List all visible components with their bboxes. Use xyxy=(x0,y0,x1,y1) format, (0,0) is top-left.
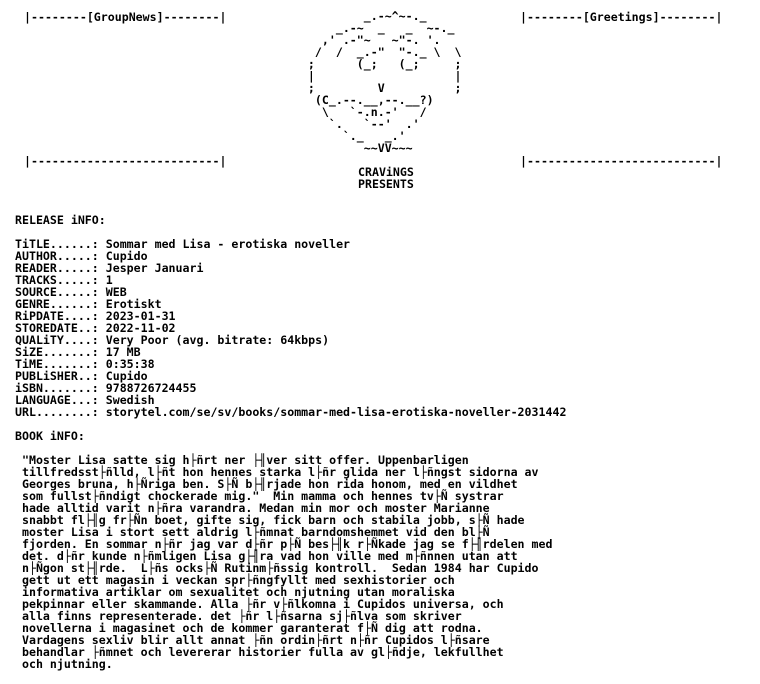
release-info-heading: RELEASE iNFO: xyxy=(15,213,106,227)
nfo-body xyxy=(15,214,566,670)
release-info-list: TiTLE......: Sommar med Lisa - erotiska noveller AUTHOR.....: Cupido READER.....: Jesper Januari TRACKS.....: 1 SOURCE.....: WEB GENRE......: Erotiskt RiPDATE....: 2023-01-31 STOREDATE..: 2022-11-02 QUALiTY....: Very Poor (avg. bitrate: 64kbps) SiZE.......: 17 MB TiME.......: 0:35:38 PUBLiSHER..: Cupido iSBN.......: 9788726724455 LANGUAGE...: Swedish URL........: storytel.com/se/sv/books/sommar-med-lisa-erotiska-noveller-2031442 xyxy=(15,237,567,419)
greetings-box: |--------[Greetings]--------| |---------------------------| xyxy=(520,10,723,168)
presents-title: CRAViNGS PRESENTS xyxy=(358,165,414,191)
book-info-heading: BOOK iNFO: xyxy=(15,429,85,443)
ascii-art-face: _.-~^~-._ _.-~ _ _ ~-._ ,' .-"~ ~"-. '. / / _.-" "-._ \ \ ; (_; (_; ; | | ; V ; (C_.--.__,--.__?) \ `-.n.-' / `. `--' .' `._ _.' ~~VV~~~ xyxy=(307,9,462,155)
group-news-box: |--------[GroupNews]--------| |---------------------------| xyxy=(24,10,227,168)
book-description: "Moster Lisa satte sig h├ñrt ner ├╢ver sitt offer. Uppenbarligen tillfredsst├ñlld, l├ñt hon hennes starka l├ñr glida ner l├ñngst sidorna av Georges bruna, h├Ñriga ben. S├Ñ b├╢rjade hon rida honom, med en vildhet som fullst├ñndigt chockerade mig." Min mamma och hennes tv├Ñ systrar hade alltid varit n├ñra varandra. Medan min mor och moster Marianne snabbt fl├╢g fr├Ñn boet, gifte sig, fick barn och stabila jobb, s├Ñ hade moster Lisa i stort sett aldrig l├ñmnat barndomshemmet vid den bl├Ñ fjorden. En sommar n├ñr jag var d├ñr p├Ñ bes├╢k r├Ñkade jag se f├╢rdelen med det. d├ñr kunde n├ñmligen Lisa g├╢ra vad hon ville med m├ñnnen utan att n├Ñgon st├╢rde. L├ñs ocks├Ñ Rutinm├ñssig kontroll. Sedan 1984 har Cupido gett ut ett magasin i veckan spr├ñngfyllt med sexhistorier och informativa artiklar om sexualitet och njutning utan moraliska pekpinnar eller skammande. Alla ├ñr v├ñlkomna i Cupidos universa, och alla finns representerade. det ├ñr l├ñsarna sj├ñlva som skriver novellerna i magasinet och de kommer garanterat f├Ñ dig att rodna. Vardagens sexliv blir allt annat ├ñn ordin├ñrt n├ñr Cupidos l├ñsare behandlar ├ñmnet och levererar historier fulla av gl├ñdje, lekfullhet och njutning. xyxy=(21,453,553,671)
